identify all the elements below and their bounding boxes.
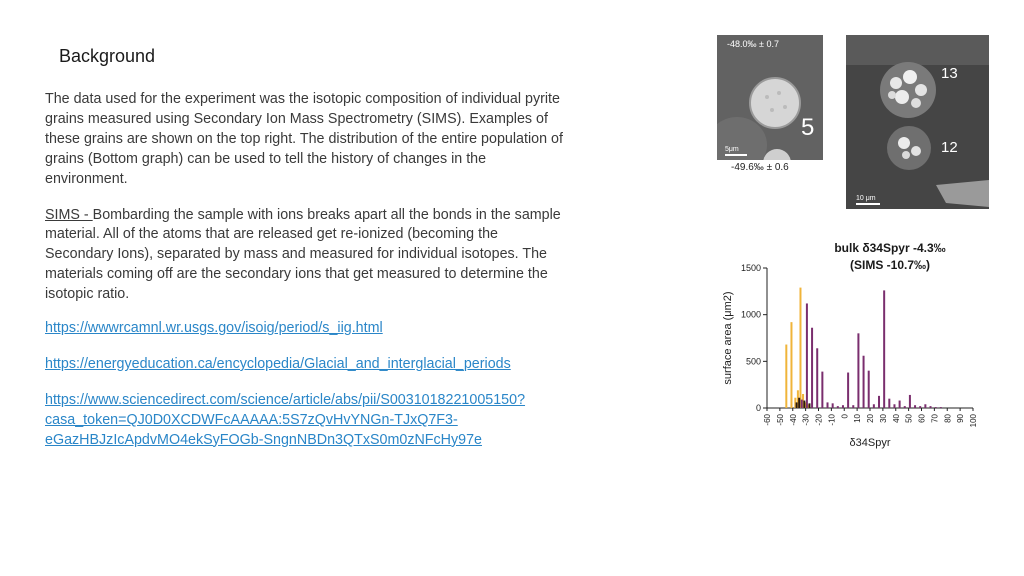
x-tick-label: 50 xyxy=(904,414,914,423)
chart-title-line2: (SIMS -10.7‰) xyxy=(849,258,930,272)
grain-12-label: 12 xyxy=(941,139,958,156)
bar-grain-B xyxy=(888,399,890,408)
bar-grain-B xyxy=(821,372,823,408)
x-tick-label: 40 xyxy=(891,414,901,423)
link-paragraph xyxy=(45,391,565,451)
grain-12-13-scale: 10 μm xyxy=(856,195,876,202)
bar-grain-B xyxy=(919,406,921,408)
y-tick-label: 1000 xyxy=(740,309,761,320)
grain-13-label: 13 xyxy=(941,65,958,82)
bar-grain-B xyxy=(914,405,916,408)
bar-grain-B xyxy=(940,407,942,408)
bar-grain-B xyxy=(857,333,859,408)
bar-grain-B xyxy=(842,405,844,408)
bar-grain-B xyxy=(827,402,829,408)
y-tick-label: 0 xyxy=(755,403,761,413)
grain-5-top-value: -48.0‰ ± 0.7 xyxy=(727,39,779,49)
energy-education-link[interactable]: https://energyeducation.ca/encyclopedia/Glacial_and_interglacial_periods xyxy=(45,355,511,372)
x-tick-label: -20 xyxy=(814,414,824,426)
x-tick-label: 80 xyxy=(943,414,953,423)
y-tick-label: 500 xyxy=(745,356,761,367)
bar-grain-B xyxy=(847,373,849,408)
bar-overlap xyxy=(803,401,805,408)
bar-grain-B xyxy=(873,404,875,408)
bar-grain-B xyxy=(930,406,932,408)
sciencedirect-link[interactable]: https://www.sciencedirect.com/science/article/abs/pii/S0031018221005150?casa_token=QJ0D0XCDWFcAAAAA:5S7zQvHvYNGn-TJxQ7F3-eGazHBJzIcApdvMO4ekSyFOGb-SngnNBDn3QTxS0m0zNFcHy97e xyxy=(45,391,526,448)
x-tick-label: -10 xyxy=(827,414,837,426)
x-tick-label: -40 xyxy=(788,414,798,426)
y-tick-label: 1500 xyxy=(740,263,761,273)
sims-definition: Bombarding the sample with ions breaks apart all the bonds in the sample material. All of the atoms that are released get re-ionized (becoming the Secondary Ions), separated by mass and measured for individual isotopes. The materials coming off are the secondary ions that get measured to determine the isotopic ratio. xyxy=(45,206,561,303)
bar-grain-B xyxy=(806,303,808,408)
micrograph-grains-12-13 xyxy=(846,35,989,209)
y-axis-label: surface area (μm2) xyxy=(722,291,734,385)
bar-overlap xyxy=(798,398,800,408)
bar-grain-B xyxy=(852,405,854,408)
bar-grain-B xyxy=(863,356,865,408)
bar-grain-B xyxy=(868,371,870,408)
x-tick-label: 10 xyxy=(853,414,863,423)
bar-grain-A xyxy=(790,322,792,408)
x-tick-label: 100 xyxy=(969,414,978,428)
bar-grain-B xyxy=(935,407,937,408)
bar-grain-B xyxy=(899,401,901,408)
bar-overlap xyxy=(796,402,798,408)
grain-5-scale: 5μm xyxy=(725,146,739,153)
bar-grain-B xyxy=(909,395,911,408)
grain-5-bottom-value: -49.6‰ ± 0.6 xyxy=(731,162,789,173)
x-tick-label: 70 xyxy=(930,414,940,423)
grain-5-label: 5 xyxy=(801,114,815,141)
x-tick-label: 30 xyxy=(878,414,888,423)
bar-grain-B xyxy=(832,403,834,408)
x-tick-label: -30 xyxy=(801,414,811,426)
x-tick-label: 20 xyxy=(866,414,875,423)
link-paragraph xyxy=(45,355,565,375)
bar-grain-B xyxy=(801,400,803,408)
x-tick-label: 90 xyxy=(956,414,966,423)
bar-grain-B xyxy=(883,290,885,408)
chart-title-line1: bulk δ34Spyr -4.3‰ xyxy=(834,241,946,255)
bar-overlap xyxy=(808,403,810,408)
x-tick-label: 60 xyxy=(917,414,927,423)
slide-title: Background xyxy=(59,46,156,66)
bar-grain-B xyxy=(816,348,818,408)
bar-grain-B xyxy=(904,406,906,408)
x-axis-label: δ34Spyr xyxy=(849,437,891,449)
bar-grain-A xyxy=(785,345,787,408)
bar-grain-B xyxy=(893,404,895,408)
bar-grain-B xyxy=(878,396,880,408)
link-paragraph xyxy=(45,319,565,339)
x-tick-label: -50 xyxy=(775,414,785,426)
isotope-histogram xyxy=(715,260,990,455)
micrograph-grain-5 xyxy=(717,35,823,179)
bar-grain-B xyxy=(924,404,926,408)
bar-grain-B xyxy=(837,406,839,408)
x-tick-label: 0 xyxy=(840,414,850,419)
sims-paragraph xyxy=(45,206,565,306)
x-tick-label: -60 xyxy=(763,414,772,426)
usgs-link[interactable]: https://wwwrcamnl.wr.usgs.gov/isoig/period/s_iig.html xyxy=(45,320,383,337)
bar-grain-A xyxy=(799,288,801,408)
bar-grain-B xyxy=(811,328,813,408)
intro-paragraph: The data used for the experiment was the isotopic composition of individual pyrite grains measured using Secondary Ion Mass Spectrometry (SIMS). Examples of these grains are shown on the top right. The distribution of the entire population of grains (Bottom graph) can be used to tell the history of changes in the environment. xyxy=(45,91,563,187)
slide-body xyxy=(45,90,565,467)
sims-term: SIMS - xyxy=(45,206,93,223)
